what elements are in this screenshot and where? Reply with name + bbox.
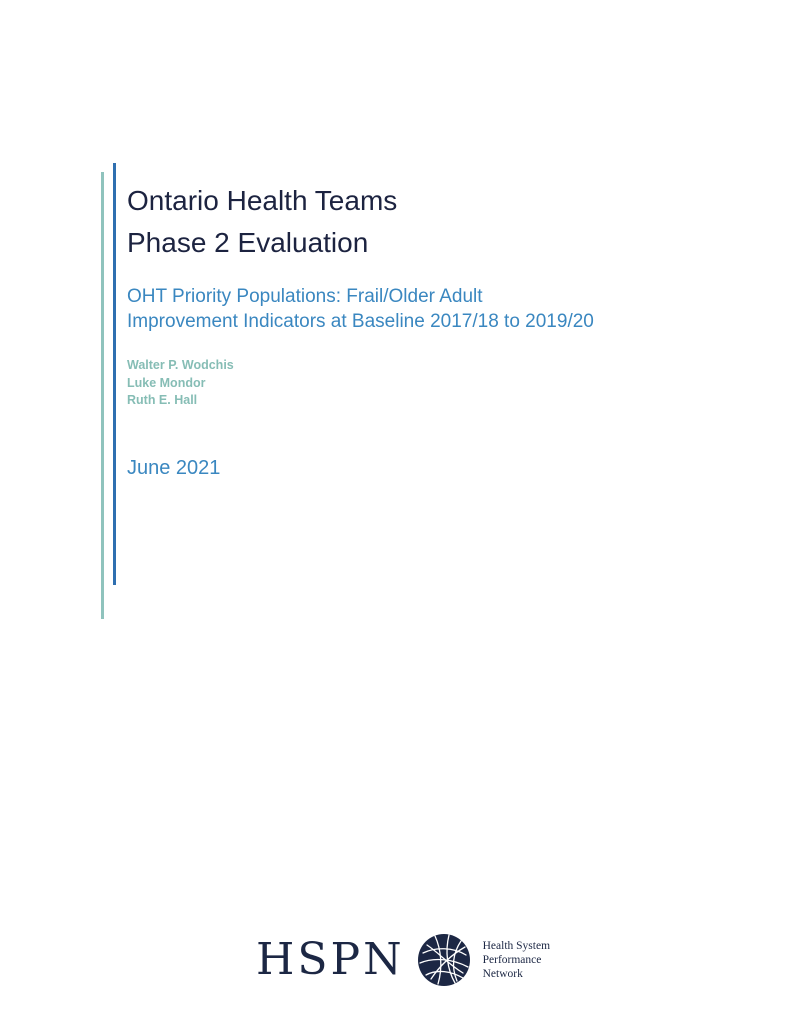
report-subtitle-line-1: OHT Priority Populations: Frail/Older Adult: [127, 286, 483, 307]
report-title: [127, 180, 397, 264]
author-list: [127, 357, 234, 410]
logo-tagline-line-1: Health System: [482, 940, 551, 952]
accent-bar-blue: [113, 163, 116, 585]
accent-bar-teal: [101, 172, 104, 619]
report-title-line-1: Ontario Health Teams: [127, 185, 398, 216]
report-subtitle: [127, 284, 594, 334]
publication-date: June 2021: [127, 457, 221, 479]
hspn-logo: [256, 930, 550, 990]
globe-icon: [417, 933, 471, 987]
author-name: Luke Mondor: [127, 375, 206, 390]
logo-tagline: [483, 939, 550, 981]
logo-tagline-line-2: Performance: [482, 954, 542, 966]
author-name: Walter P. Wodchis: [127, 358, 234, 372]
report-title-line-2: Phase 2 Evaluation: [127, 227, 369, 258]
author-name: Ruth E. Hall: [127, 393, 198, 407]
logo-wordmark: HSPN: [256, 934, 405, 985]
report-subtitle-line-2: Improvement Indicators at Baseline 2017/18 to 2019/20: [127, 311, 594, 332]
logo-tagline-line-3: Network: [482, 968, 523, 980]
